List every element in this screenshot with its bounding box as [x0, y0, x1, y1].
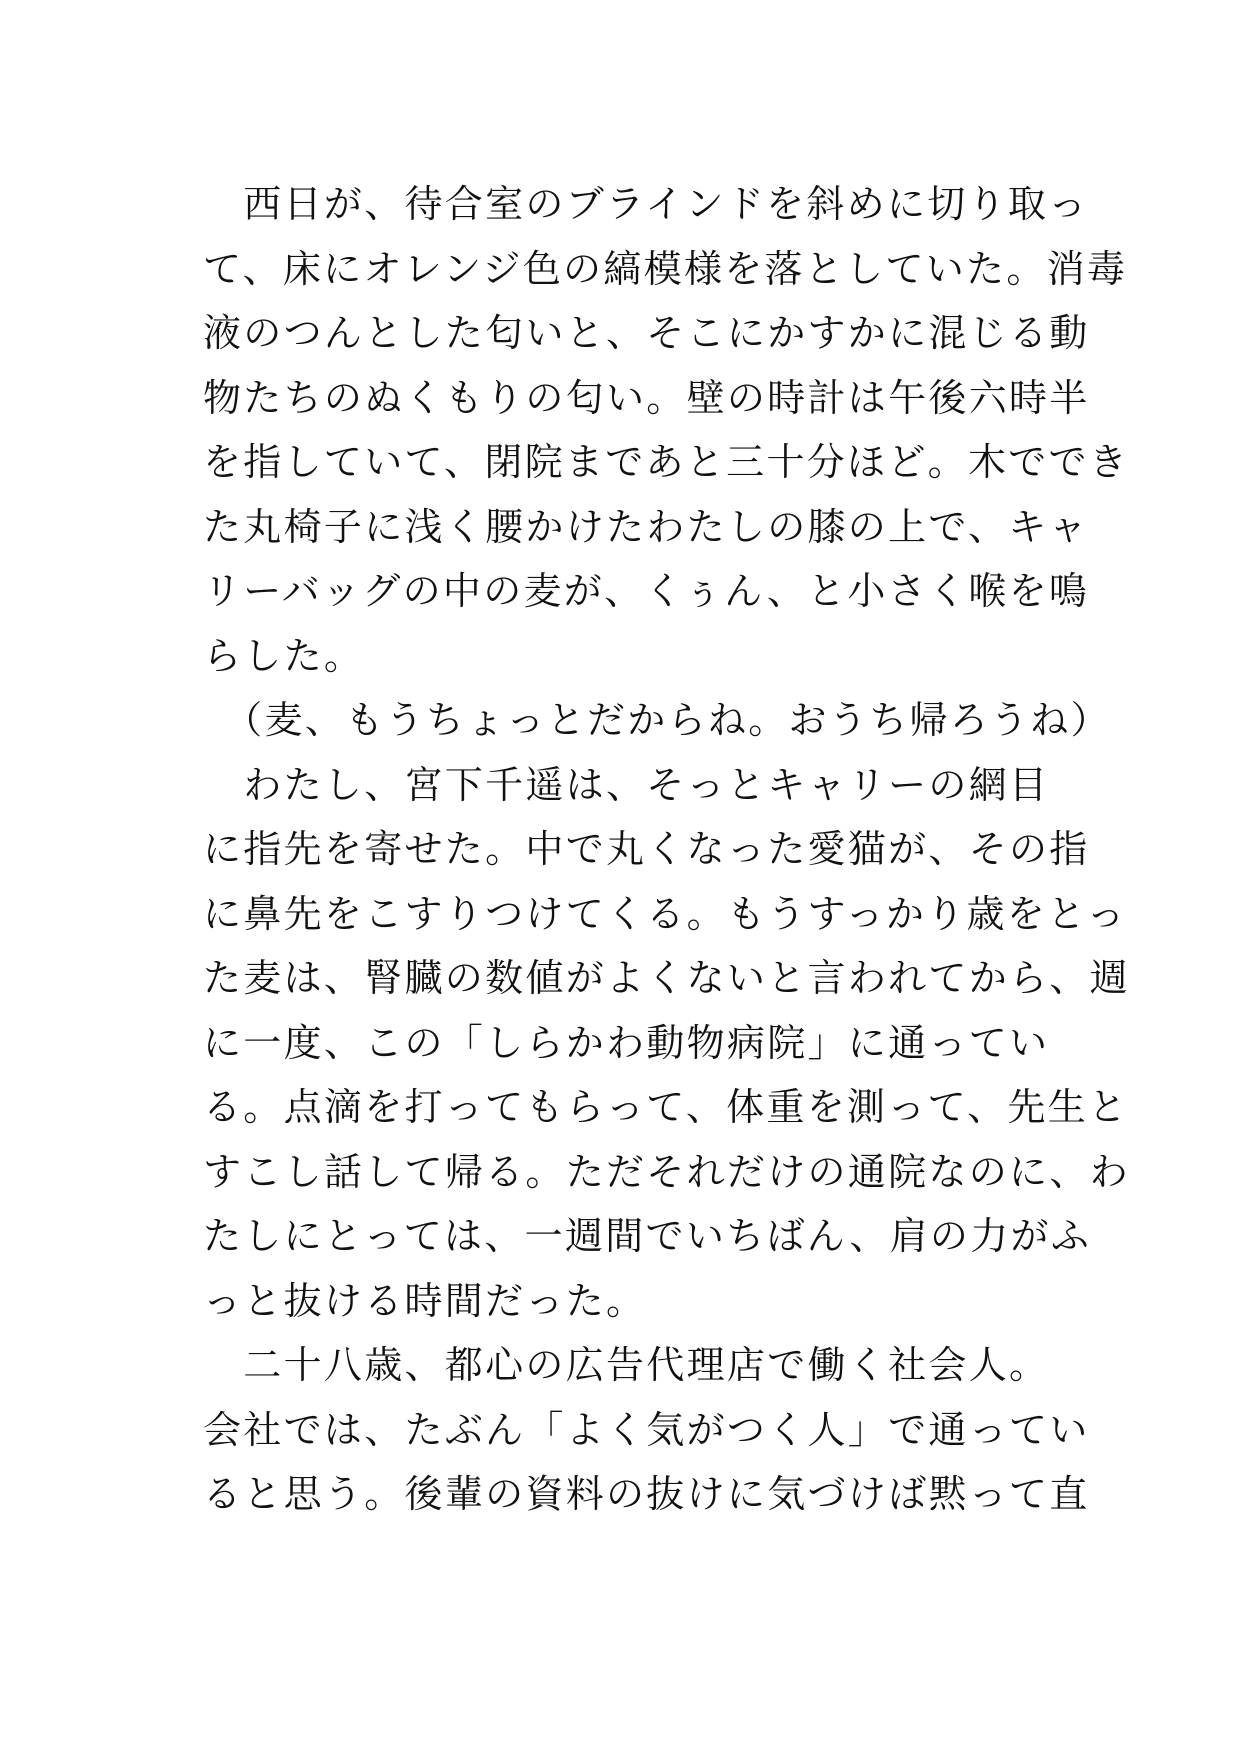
- text-line: リーバッグの中の麦が、くぅん、と小さく喉を鳴: [203, 569, 1090, 613]
- text-line: わたし、宮下千遥は、そっとキャリーの網目: [203, 762, 1050, 807]
- text-line: 西日が、待合室のブラインドを斜めに切り取っ: [203, 182, 1089, 226]
- text-line: て、床にオレンジ色の縞模様を落としていた。消毒: [203, 246, 1128, 291]
- text-line: たしにとっては、一週間でいちばん、肩の力がふ: [203, 1214, 1092, 1258]
- text-line: に鼻先をこすりつけてくる。もうすっかり歳をとっ: [203, 891, 1127, 936]
- body-text: [203, 172, 1130, 1527]
- text-line: に指先を寄せた。中で丸くなった愛猫が、その指: [203, 827, 1090, 871]
- text-line: らした。: [203, 633, 365, 678]
- text-line: る。点滴を打ってもらって、体重を測って、先生と: [203, 1085, 1129, 1129]
- text-line: 会社では、たぶん「よく気がつく人」で通ってい: [203, 1407, 1090, 1452]
- text-line: すこし話して帰る。ただそれだけの通院なのに、わ: [203, 1149, 1130, 1194]
- text-line: 二十八歳、都心の広告代理店で働く社会人。: [203, 1343, 1050, 1387]
- text-line: た丸椅子に浅く腰かけたわたしの膝の上で、キャ: [203, 504, 1089, 549]
- text-line: 液のつんとした匂いと、そこにかすかに混じる動: [203, 311, 1090, 355]
- text-line: （麦、もうちょっとだからね。おうち帰ろうね）: [203, 698, 1111, 742]
- text-line: っと抜ける時間だった。: [203, 1278, 647, 1323]
- text-line: を指していて、閉院まであと三十分ほど。木ででき: [203, 440, 1130, 484]
- text-line: ると思う。後輩の資料の抜けに気づけば黙って直: [203, 1472, 1090, 1516]
- text-line: に一度、この「しらかわ動物病院」に通ってい: [203, 1020, 1050, 1065]
- text-line: 物たちのぬくもりの匂い。壁の時計は午後六時半: [203, 375, 1090, 420]
- text-line: た麦は、腎臓の数値がよくないと言われてから、週: [203, 956, 1130, 1000]
